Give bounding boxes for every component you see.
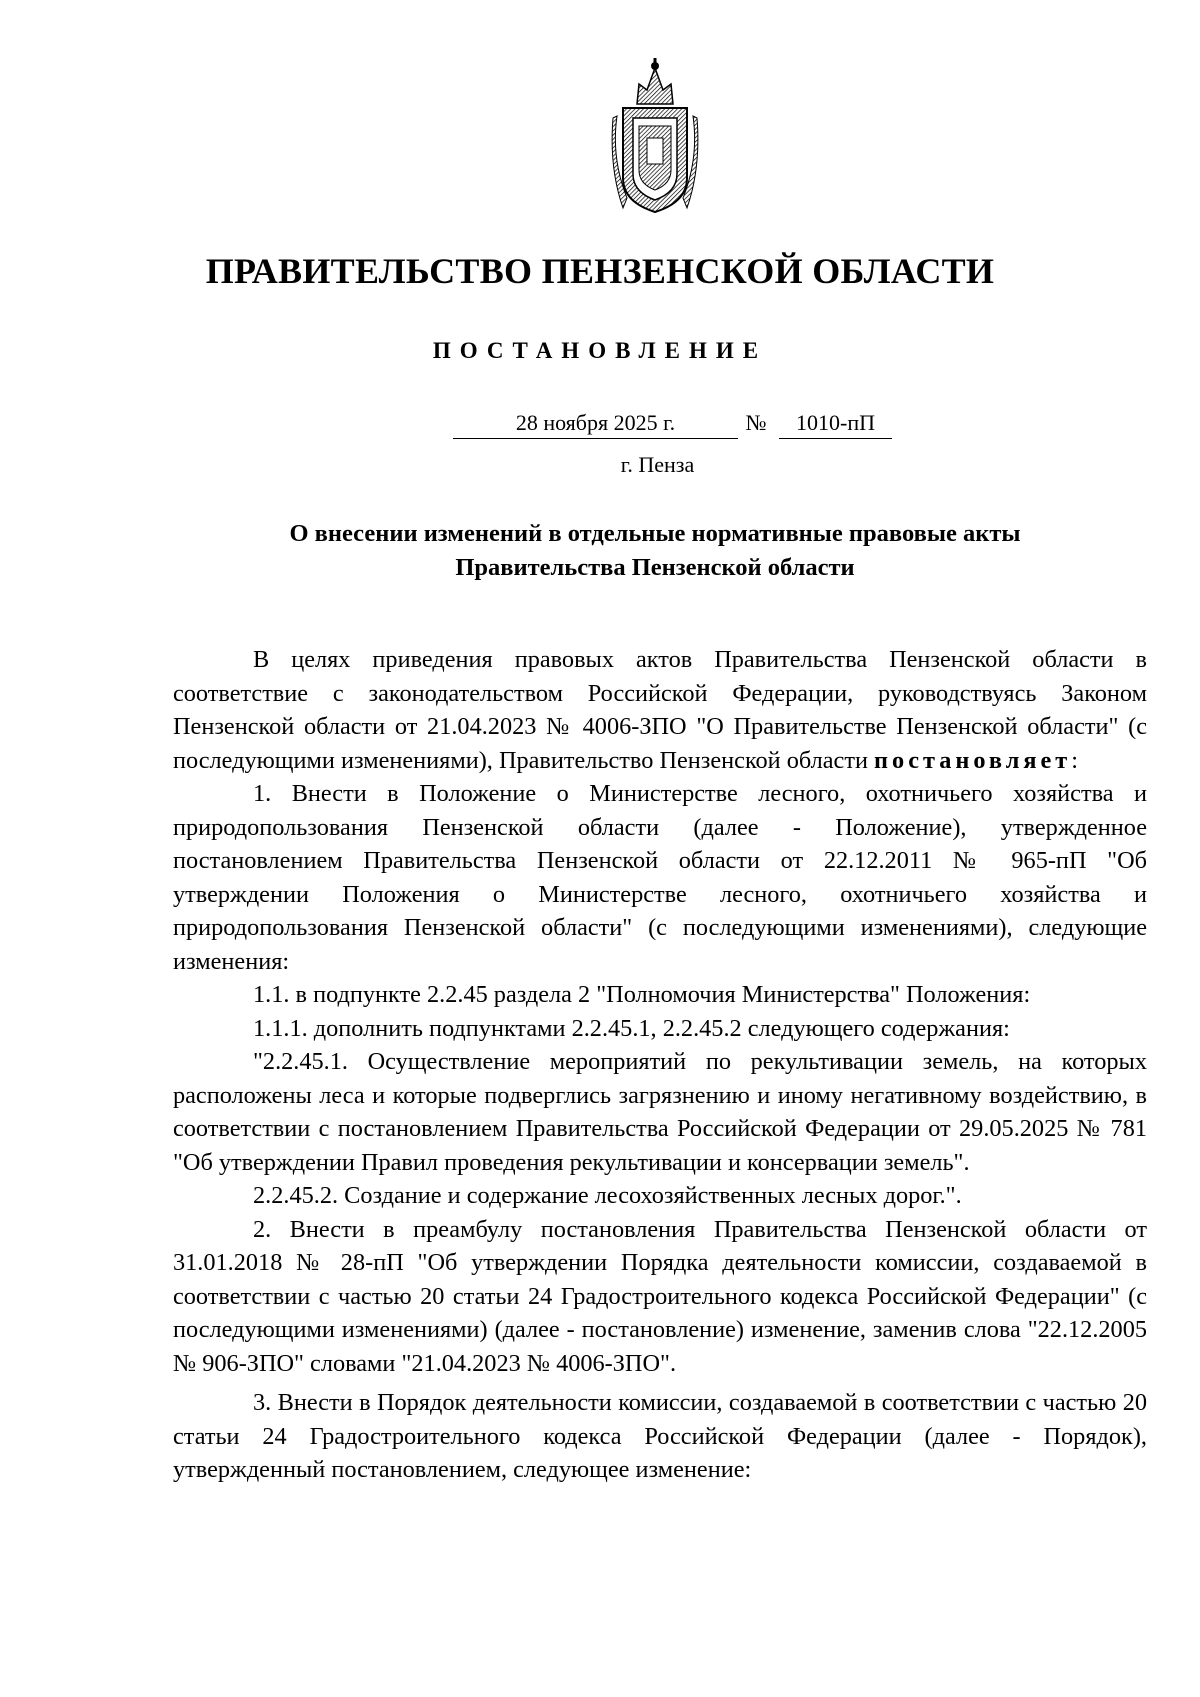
document-number: 1010-пП — [779, 410, 892, 439]
paragraph-1-1-1: 1.1.1. дополнить подпунктами 2.2.45.1, 2.2.45.2 следующего содержания: — [253, 1014, 1010, 1042]
preamble-text: В целях приведения правовых актов Правительства Пензенской области в соответствие с законодательством Российской Федерации, руководствуясь Законом Пензенской области от 21.04.2023 № 4006-ЗПО "О Правительстве Пензенской области" (с последующими изменениями), Правительство Пензенской области — [173, 646, 1147, 774]
document-subject — [180, 517, 1130, 585]
paragraph-2: 2. Внести в преамбулу постановления Правительства Пензенской области от 31.01.2018 № 28-пП "Об утверждении Порядка деятельности комиссии, создаваемой в соответствии с частью 20 статьи 24 Градостроительного кодекса Российской Федерации" (с последующими изменениями) (далее - постановление) изменение, заменив слова "22.12.2005 № 906-ЗПО" словами "21.04.2023 № 4006-ЗПО". — [173, 1215, 1147, 1377]
paragraph-1-1: 1.1. в подпункте 2.2.45 раздела 2 "Полномочия Министерства" Положения: — [253, 981, 1031, 1008]
preamble-paragraph — [173, 643, 1147, 777]
subject-line-1: О внесении изменений в отдельные нормативные правовые акты — [289, 520, 1021, 547]
paragraph-1: 1. Внести в Положение о Министерстве лесного, охотничьего хозяйства и природопользования Пензенской области (далее - Положение), утвержденное постановлением Правительства Пензенской области от 22.12.2011 № 965-пП "Об утверждении Положения о Министерстве лесного, охотничьего хозяйства и природопользования Пензенской области" (с последующими изменениями), следующие изменения: — [173, 780, 1147, 975]
resolves-word: постановляет — [874, 746, 1072, 774]
number-sign: № — [745, 410, 767, 435]
quote-2-2-45-1: "2.2.45.1. Осуществление мероприятий по рекультивации земель, на которых расположены леса и которые подверглись загрязнению и иному негативному воздействию, в соответствии с постановлением Правительства Российской Федерации от 29.05.2025 № 781 "Об утверждении Правил проведения рекультивации и консервации земель". — [173, 1048, 1147, 1176]
document-type: ПОСТАНОВЛЕНИЕ — [432, 338, 768, 363]
document-city: г. Пенза — [620, 452, 695, 477]
subject-line-2: Правительства Пензенской области — [455, 554, 855, 581]
paragraph-3: 3. Внести в Порядок деятельности комиссии, создаваемой в соответствии с частью 20 статьи 24 Градостроительного кодекса Российской Федерации (далее - Порядок), утвержденный постановлением, следующее изменение: — [173, 1389, 1147, 1483]
organization-title: ПРАВИТЕЛЬСТВО ПЕНЗЕНСКОЙ ОБЛАСТИ — [205, 251, 995, 291]
resolves-colon: : — [1071, 746, 1078, 774]
coat-of-arms-emblem-icon — [609, 58, 701, 216]
quote-2-2-45-2: 2.2.45.2. Создание и содержание лесохозяйственных лесных дорог.". — [253, 1182, 962, 1209]
document-body — [173, 643, 1147, 1487]
document-date: 28 ноября 2025 г. — [453, 410, 738, 439]
